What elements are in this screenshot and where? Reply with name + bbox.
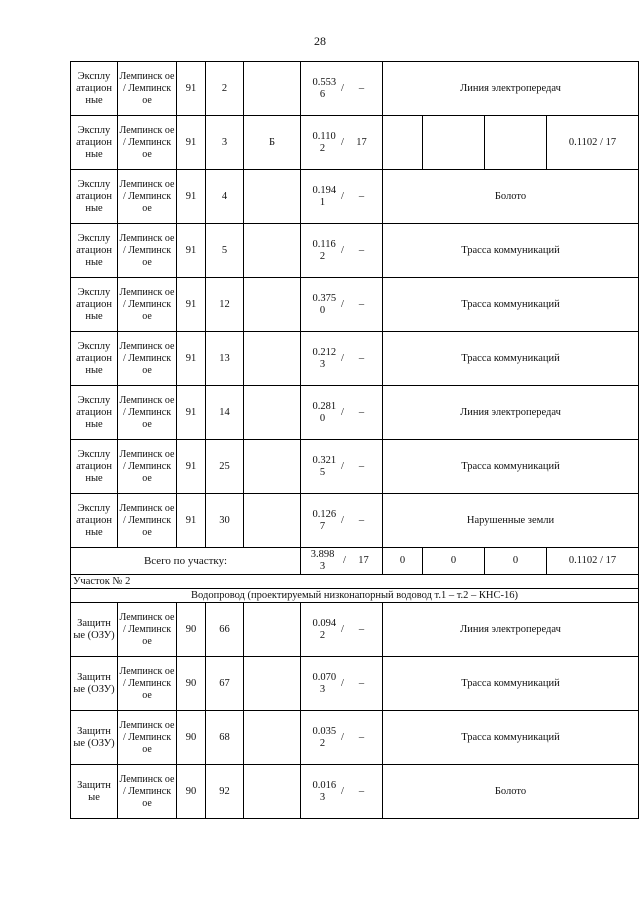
area-value: 0.035 2 [312, 725, 337, 749]
area-value: 0.281 0 [312, 400, 337, 424]
split-last-value: 0.1102 / 17 [547, 116, 639, 170]
area-cell [301, 332, 383, 386]
location-cell: Лемпинск ое / Лемпинск ое [118, 386, 177, 440]
b-cell [244, 278, 301, 332]
area-suffix: – [358, 244, 365, 256]
area-value: 0.094 2 [312, 617, 337, 641]
area-suffix: – [358, 352, 365, 364]
category-cell: Эксплу атацион ные [71, 332, 118, 386]
area-slash: / [341, 731, 344, 743]
area-slash: / [341, 82, 344, 94]
location-cell: Лемпинск ое / Лемпинск ое [118, 62, 177, 116]
area-cell [301, 440, 383, 494]
total-area-value: 3.898 3 [310, 549, 335, 572]
table-total [71, 548, 639, 603]
plot-cell: 5 [206, 224, 244, 278]
area-cell [301, 657, 383, 711]
category-cell: Защитн ые (ОЗУ) [71, 657, 118, 711]
b-cell: Б [244, 116, 301, 170]
b-cell [244, 711, 301, 765]
plot-cell: 30 [206, 494, 244, 548]
table-row [71, 494, 639, 548]
block-cell: 91 [177, 224, 206, 278]
block-cell: 91 [177, 332, 206, 386]
block-cell: 91 [177, 278, 206, 332]
table-row [71, 62, 639, 116]
block-cell: 90 [177, 765, 206, 819]
plot-cell: 2 [206, 62, 244, 116]
table-row [71, 603, 639, 657]
category-cell: Эксплу атацион ные [71, 170, 118, 224]
area-suffix: – [358, 731, 365, 743]
total-area-suffix: 17 [358, 555, 369, 566]
category-cell: Эксплу атацион ные [71, 278, 118, 332]
land-type-cell: Нарушенные земли [383, 494, 639, 548]
area-suffix: 17 [356, 136, 367, 148]
land-type-cell: Трасса коммуникаций [383, 711, 639, 765]
location-cell: Лемпинск ое / Лемпинск ое [118, 494, 177, 548]
area-value: 0.110 2 [312, 130, 336, 154]
land-type-cell: Трасса коммуникаций [383, 657, 639, 711]
plot-cell: 12 [206, 278, 244, 332]
plot-cell: 3 [206, 116, 244, 170]
plot-cell: 67 [206, 657, 244, 711]
area-cell [301, 711, 383, 765]
area-slash: / [341, 460, 344, 472]
area-slash: / [341, 136, 344, 148]
table-row [71, 657, 639, 711]
category-cell: Защитн ые [71, 765, 118, 819]
category-cell: Защитн ые (ОЗУ) [71, 711, 118, 765]
area-value: 0.116 2 [312, 238, 336, 262]
plot-cell: 68 [206, 711, 244, 765]
land-type-cell: Болото [383, 765, 639, 819]
block-cell: 91 [177, 440, 206, 494]
land-type-cell: Трасса коммуникаций [383, 440, 639, 494]
area-cell [301, 603, 383, 657]
table-row [71, 711, 639, 765]
table-row [71, 440, 639, 494]
area-slash: / [341, 406, 344, 418]
total-c1: 0 [383, 548, 423, 575]
area-suffix: – [358, 298, 365, 310]
location-cell: Лемпинск ое / Лемпинск ое [118, 278, 177, 332]
land-type-cell: Трасса коммуникаций [383, 278, 639, 332]
split-cell-3 [485, 116, 547, 170]
split-cell-1 [383, 116, 423, 170]
location-cell: Лемпинск ое / Лемпинск ое [118, 765, 177, 819]
table-body-a [71, 62, 639, 548]
plot-cell: 25 [206, 440, 244, 494]
land-type-cell: Линия электропередач [383, 386, 639, 440]
b-cell [244, 224, 301, 278]
total-c4: 0.1102 / 17 [547, 548, 639, 575]
plot-cell: 4 [206, 170, 244, 224]
area-value: 0.212 3 [312, 346, 337, 370]
pipeline-label: Водопровод (проектируемый низконапорный водовод т.1 – т.2 – КНС-16) [71, 589, 639, 603]
block-cell: 91 [177, 494, 206, 548]
plot-cell: 92 [206, 765, 244, 819]
area-suffix: – [358, 406, 365, 418]
location-cell: Лемпинск ое / Лемпинск ое [118, 603, 177, 657]
area-value: 0.375 0 [312, 292, 337, 316]
area-slash: / [341, 677, 344, 689]
block-cell: 90 [177, 657, 206, 711]
area-slash: / [341, 514, 344, 526]
land-type-cell: Трасса коммуникаций [383, 332, 639, 386]
table-row [71, 224, 639, 278]
area-cell [301, 765, 383, 819]
plot-cell: 13 [206, 332, 244, 386]
location-cell: Лемпинск ое / Лемпинск ое [118, 440, 177, 494]
area-value: 0.016 3 [312, 779, 337, 803]
land-type-cell: Линия электропередач [383, 603, 639, 657]
b-cell [244, 170, 301, 224]
total-c2: 0 [423, 548, 485, 575]
total-label: Всего по участку: [71, 548, 301, 575]
table-body-b [71, 603, 639, 819]
plot-cell: 66 [206, 603, 244, 657]
pipeline-row [71, 589, 639, 603]
area-value: 0.194 1 [312, 184, 337, 208]
area-slash: / [341, 244, 344, 256]
category-cell: Эксплу атацион ные [71, 386, 118, 440]
table-row [71, 278, 639, 332]
location-cell: Лемпинск ое / Лемпинск ое [118, 657, 177, 711]
b-cell [244, 440, 301, 494]
land-plots-table [70, 61, 639, 819]
b-cell [244, 603, 301, 657]
area-slash: / [341, 785, 344, 797]
area-cell [301, 116, 383, 170]
table-row [71, 765, 639, 819]
area-value: 0.321 5 [312, 454, 337, 478]
b-cell [244, 62, 301, 116]
area-suffix: – [358, 460, 365, 472]
table-row [71, 332, 639, 386]
section-row [71, 575, 639, 589]
land-type-cell: Линия электропередач [383, 62, 639, 116]
area-suffix: – [358, 623, 365, 635]
area-cell [301, 386, 383, 440]
land-type-cell: Трасса коммуникаций [383, 224, 639, 278]
block-cell: 90 [177, 711, 206, 765]
total-c3: 0 [485, 548, 547, 575]
location-cell: Лемпинск ое / Лемпинск ое [118, 116, 177, 170]
page-number: 28 [314, 34, 326, 48]
area-slash: / [341, 190, 344, 202]
area-slash: / [341, 298, 344, 310]
table-row [71, 116, 639, 170]
category-cell: Эксплу атацион ные [71, 440, 118, 494]
location-cell: Лемпинск ое / Лемпинск ое [118, 170, 177, 224]
land-type-cell: Болото [383, 170, 639, 224]
area-value: 0.553 6 [312, 76, 337, 100]
area-cell [301, 62, 383, 116]
area-suffix: – [358, 677, 365, 689]
block-cell: 91 [177, 116, 206, 170]
block-cell: 91 [177, 62, 206, 116]
area-suffix: – [358, 785, 365, 797]
area-slash: / [341, 352, 344, 364]
category-cell: Эксплу атацион ные [71, 62, 118, 116]
area-slash: / [341, 623, 344, 635]
category-cell: Эксплу атацион ные [71, 224, 118, 278]
area-suffix: – [358, 190, 365, 202]
area-value: 0.126 7 [312, 508, 337, 532]
area-cell [301, 224, 383, 278]
b-cell [244, 494, 301, 548]
area-cell [301, 278, 383, 332]
b-cell [244, 332, 301, 386]
total-area [301, 548, 383, 575]
location-cell: Лемпинск ое / Лемпинск ое [118, 332, 177, 386]
b-cell [244, 765, 301, 819]
table-row [71, 386, 639, 440]
section-label: Участок № 2 [71, 575, 639, 589]
location-cell: Лемпинск ое / Лемпинск ое [118, 711, 177, 765]
category-cell: Эксплу атацион ные [71, 116, 118, 170]
plot-cell: 14 [206, 386, 244, 440]
total-area-slash: / [343, 555, 346, 566]
b-cell [244, 386, 301, 440]
area-suffix: – [358, 514, 365, 526]
block-cell: 91 [177, 386, 206, 440]
b-cell [244, 657, 301, 711]
category-cell: Защитн ые (ОЗУ) [71, 603, 118, 657]
area-suffix: – [358, 82, 365, 94]
area-cell [301, 170, 383, 224]
block-cell: 91 [177, 170, 206, 224]
area-cell [301, 494, 383, 548]
block-cell: 90 [177, 603, 206, 657]
split-cell-2 [423, 116, 485, 170]
area-value: 0.070 3 [312, 671, 337, 695]
category-cell: Эксплу атацион ные [71, 494, 118, 548]
location-cell: Лемпинск ое / Лемпинск ое [118, 224, 177, 278]
total-row [71, 548, 639, 575]
table-row [71, 170, 639, 224]
